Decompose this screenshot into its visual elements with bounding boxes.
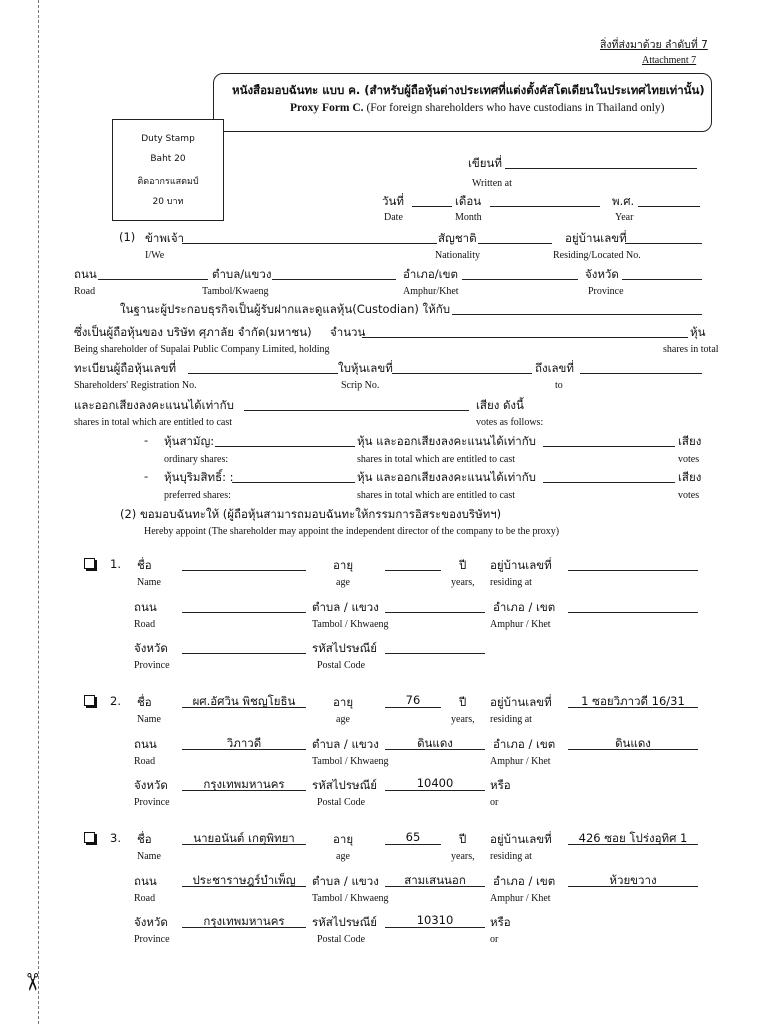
proxy-house-value: 426 ซอย โปร่งอุทิศ 1 bbox=[578, 831, 688, 845]
vote-en: shares in total which are entitled to cast bbox=[74, 417, 233, 428]
pref-mid-en: shares in total which are entitled to cast bbox=[357, 490, 516, 501]
province-label-th: จังหวัด bbox=[134, 915, 168, 929]
residing-field[interactable] bbox=[625, 243, 702, 244]
title-en-bold: Proxy Form C. bbox=[290, 102, 364, 114]
proxy-postal-value: 10310 bbox=[416, 913, 454, 927]
age-label-th: อายุ bbox=[333, 832, 354, 846]
proxy-2-checkbox[interactable] bbox=[84, 695, 95, 706]
or-label-en: or bbox=[490, 934, 499, 945]
tambol-th: ตำบล/แขวง bbox=[212, 267, 272, 281]
age-label-en: age bbox=[336, 851, 350, 862]
province-label-en: Province bbox=[134, 797, 170, 808]
amphur-th: อำเภอ/เขต bbox=[403, 267, 458, 281]
attachment-th: สิ่งที่ส่งมาด้วย ลำดับที่ 7 bbox=[600, 39, 708, 51]
custodian-field[interactable] bbox=[452, 314, 702, 315]
amphur-en: Amphur/Khet bbox=[403, 286, 459, 297]
ord-votes-field[interactable] bbox=[543, 446, 675, 447]
vote-field[interactable] bbox=[244, 410, 469, 411]
age-label-en: age bbox=[336, 714, 350, 725]
name-label-th: ชื่อ bbox=[137, 695, 152, 709]
years-label-en: years, bbox=[451, 577, 475, 588]
attachment-en: Attachment 7 bbox=[642, 55, 697, 66]
written-at-th: เขียนที่ bbox=[468, 156, 502, 170]
ord-th: หุ้นสามัญ: bbox=[164, 434, 215, 448]
proxy-road-value: ประชาราษฎร์บำเพ็ญ bbox=[192, 873, 296, 887]
proxy-province-value: กรุงเทพมหานคร bbox=[203, 914, 285, 928]
road-label-en: Road bbox=[134, 756, 156, 767]
pref-th: หุ้นบุริมสิทธิ์: : bbox=[164, 470, 234, 484]
month-en: Month bbox=[455, 212, 482, 223]
province-label-th: จังหวัด bbox=[134, 641, 168, 655]
years-label-en: years, bbox=[451, 714, 475, 725]
title-en bbox=[290, 102, 665, 114]
nationality-field[interactable] bbox=[478, 243, 552, 244]
road-en: Road bbox=[74, 286, 96, 297]
proxy-number: 3. bbox=[110, 831, 121, 845]
tambol-label-th: ตำบล / แขวง bbox=[312, 600, 379, 614]
pref-votes-field[interactable] bbox=[543, 482, 675, 483]
postal-label-th: รหัสไปรษณีย์ bbox=[312, 915, 378, 929]
scrip-en: Scrip No. bbox=[341, 380, 380, 391]
province-label-th: จังหวัด bbox=[134, 778, 168, 792]
iwe-field[interactable] bbox=[182, 243, 437, 244]
proxy-name-field[interactable] bbox=[182, 570, 306, 571]
scrip-field[interactable] bbox=[392, 373, 532, 374]
scissors-icon: ✂ bbox=[18, 971, 47, 993]
proxy-name-value: ผศ.อัศวิน พิชญโยธิน bbox=[192, 694, 296, 708]
postal-label-en: Postal Code bbox=[317, 797, 366, 808]
proxy-age-value: 65 bbox=[405, 830, 421, 844]
tambol-label-en: Tambol / Khwaeng bbox=[312, 756, 389, 767]
res-label-th: อยู่บ้านเลขที่ bbox=[490, 558, 552, 572]
vote-end-th: เสียง ดังนี้ bbox=[476, 398, 524, 412]
residing-en: Residing/Located No. bbox=[553, 250, 641, 261]
road-th: ถนน bbox=[74, 267, 97, 281]
written-at-en: Written at bbox=[472, 178, 512, 189]
name-label-en: Name bbox=[137, 851, 161, 862]
years-label-th: ปี bbox=[459, 558, 467, 572]
registration-en: Shareholders' Registration No. bbox=[74, 380, 197, 391]
custodian-th: ในฐานะผู้ประกอบธุรกิจเป็นผู้รับฝากและดูแลหุ้น(Custodian) ให้กับ bbox=[120, 302, 451, 316]
road-label-en: Road bbox=[134, 893, 156, 904]
name-label-th: ชื่อ bbox=[137, 558, 152, 572]
ord-en: ordinary shares: bbox=[164, 454, 229, 465]
s1-num: (1) bbox=[119, 230, 136, 244]
cut-line bbox=[38, 0, 39, 1024]
residing-th: อยู่บ้านเลขที่ bbox=[565, 231, 627, 245]
or-label-en: or bbox=[490, 797, 499, 808]
ord-siang-th: เสียง bbox=[678, 434, 702, 448]
proxy-road-value: วิภาวดี bbox=[226, 736, 262, 750]
pref-shares-field[interactable] bbox=[232, 482, 355, 483]
postal-label-th: รหัสไปรษณีย์ bbox=[312, 778, 378, 792]
amphur-field[interactable] bbox=[462, 279, 578, 280]
proxy-amphur-value: ห้วยขวาง bbox=[609, 873, 657, 887]
pref-siang-th: เสียง bbox=[678, 470, 702, 484]
age-label-en: age bbox=[336, 577, 350, 588]
title-en-rest: (For foreign shareholders who have custodians in Thailand only) bbox=[363, 102, 665, 114]
road-label-th: ถนน bbox=[134, 600, 157, 614]
proxy-postal-value: 10400 bbox=[416, 776, 454, 790]
ord-mid-en: shares in total which are entitled to cast bbox=[357, 454, 516, 465]
postal-label-th: รหัสไปรษณีย์ bbox=[312, 641, 378, 655]
title-th: หนังสือมอบฉันทะ แบบ ค. (สำหรับผู้ถือหุ้นต่างประเทศที่แต่งตั้งคัสโตเดียนในประเทศไทยเท่านั้น) bbox=[232, 83, 705, 97]
proxy-amphur-field[interactable] bbox=[568, 612, 698, 613]
s2-en: Hereby appoint (The shareholder may appoint the independent director of the company to be the proxy) bbox=[144, 526, 560, 537]
age-label-th: อายุ bbox=[333, 695, 354, 709]
proxy-house-field[interactable] bbox=[568, 570, 698, 571]
name-label-th: ชื่อ bbox=[137, 832, 152, 846]
age-label-th: อายุ bbox=[333, 558, 354, 572]
res-label-en: residing at bbox=[490, 851, 532, 862]
stamp-line-4: 20 บาท bbox=[152, 197, 184, 207]
proxy-age-value: 76 bbox=[405, 693, 421, 707]
proxy-number: 1. bbox=[110, 557, 121, 571]
postal-label-en: Postal Code bbox=[317, 934, 366, 945]
hun-th: หุ้น bbox=[690, 325, 706, 339]
res-label-th: อยู่บ้านเลขที่ bbox=[490, 695, 552, 709]
province-label-en: Province bbox=[134, 660, 170, 671]
year-en: Year bbox=[615, 212, 634, 223]
date-th: วันที่ bbox=[382, 194, 404, 208]
res-label-en: residing at bbox=[490, 714, 532, 725]
proxy-tambol-field[interactable] bbox=[385, 612, 485, 613]
tambol-field[interactable] bbox=[272, 279, 396, 280]
iwe-en: I/We bbox=[145, 250, 165, 261]
holder-en: Being shareholder of Supalai Public Company Limited, holding bbox=[74, 344, 330, 355]
proxy-1-checkbox[interactable] bbox=[84, 558, 95, 569]
res-label-en: residing at bbox=[490, 577, 532, 588]
vote-th: และออกเสียงลงคะแนนได้เท่ากับ bbox=[74, 398, 234, 412]
province-th: จังหวัด bbox=[585, 267, 619, 281]
date-field[interactable] bbox=[412, 206, 452, 207]
iwe-th: ข้าพเจ้า bbox=[145, 231, 185, 245]
stamp-line-3: ติดอากรแสตมป์ bbox=[137, 177, 199, 187]
month-field[interactable] bbox=[490, 206, 600, 207]
tambol-label-en: Tambol / Khwaeng bbox=[312, 619, 389, 630]
year-th: พ.ศ. bbox=[612, 194, 635, 208]
ord-mid-th: หุ้น และออกเสียงลงคะแนนได้เท่ากับ bbox=[357, 434, 536, 448]
tambol-label-th: ตำบล / แขวง bbox=[312, 874, 379, 888]
province-field[interactable] bbox=[622, 279, 702, 280]
proxy-tambol-value: สามเสนนอก bbox=[404, 873, 466, 887]
years-label-en: years, bbox=[451, 851, 475, 862]
amphur-label-en: Amphur / Khet bbox=[490, 756, 551, 767]
written-at-field[interactable] bbox=[505, 168, 697, 169]
shares-field[interactable] bbox=[362, 337, 688, 338]
month-th: เดือน bbox=[455, 194, 482, 208]
road-label-th: ถนน bbox=[134, 874, 157, 888]
road-label-th: ถนน bbox=[134, 737, 157, 751]
registration-th: ทะเบียนผู้ถือหุ้นเลขที่ bbox=[74, 361, 177, 375]
years-label-th: ปี bbox=[459, 832, 467, 846]
nationality-en: Nationality bbox=[435, 250, 480, 261]
amphur-label-th: อำเภอ / เขต bbox=[493, 874, 556, 888]
proxy-number: 2. bbox=[110, 694, 121, 708]
years-label-th: ปี bbox=[459, 695, 467, 709]
proxy-age-field[interactable] bbox=[385, 844, 441, 845]
province-en: Province bbox=[588, 286, 624, 297]
tambol-label-th: ตำบล / แขวง bbox=[312, 737, 379, 751]
amount-th: จำนวน bbox=[330, 325, 366, 339]
road-label-en: Road bbox=[134, 619, 156, 630]
ord-shares-field[interactable] bbox=[215, 446, 355, 447]
stamp-line-2: Baht 20 bbox=[150, 154, 186, 164]
stamp-line-1: Duty Stamp bbox=[141, 134, 195, 144]
to-field[interactable] bbox=[580, 373, 702, 374]
proxy-province-value: กรุงเทพมหานคร bbox=[203, 777, 285, 791]
or-label-th: หรือ bbox=[490, 915, 511, 929]
postal-label-en: Postal Code bbox=[317, 660, 366, 671]
proxy-road-field[interactable] bbox=[182, 612, 306, 613]
proxy-house-value: 1 ซอยวิภาวดี 16/31 bbox=[581, 694, 685, 708]
res-label-th: อยู่บ้านเลขที่ bbox=[490, 832, 552, 846]
proxy-3-checkbox[interactable] bbox=[84, 832, 95, 843]
proxy-age-field[interactable] bbox=[385, 707, 441, 708]
proxy-postal-field[interactable] bbox=[385, 790, 485, 791]
proxy-province-field[interactable] bbox=[182, 653, 306, 654]
name-label-en: Name bbox=[137, 714, 161, 725]
total-en: shares in total bbox=[663, 344, 719, 355]
nationality-th: สัญชาติ bbox=[438, 231, 477, 245]
s2-th: (2) ขอมอบฉันทะให้ (ผู้ถือหุ้นสามารถมอบฉันทะให้กรรมการอิสระของบริษัทฯ) bbox=[120, 507, 502, 521]
pref-mid-th: หุ้น และออกเสียงลงคะแนนได้เท่ากับ bbox=[357, 470, 536, 484]
proxy-name-value: นายอนันต์ เกตุพิทยา bbox=[193, 831, 295, 845]
tambol-label-en: Tambol / Khwaeng bbox=[312, 893, 389, 904]
tambol-en: Tambol/Kwaeng bbox=[202, 286, 269, 297]
proxy-age-field[interactable] bbox=[385, 570, 441, 571]
year-field[interactable] bbox=[638, 206, 700, 207]
or-label-th: หรือ bbox=[490, 778, 511, 792]
name-label-en: Name bbox=[137, 577, 161, 588]
ord-votes-en: votes bbox=[678, 454, 700, 465]
duty-stamp-box bbox=[112, 119, 224, 221]
amphur-label-th: อำเภอ / เขต bbox=[493, 737, 556, 751]
pref-votes-en: votes bbox=[678, 490, 700, 501]
proxy-postal-field[interactable] bbox=[385, 653, 485, 654]
to-en: to bbox=[555, 380, 563, 391]
pref-bullet: - bbox=[144, 469, 149, 483]
amphur-label-th: อำเภอ / เขต bbox=[493, 600, 556, 614]
registration-field[interactable] bbox=[188, 373, 338, 374]
ord-bullet: - bbox=[144, 433, 149, 447]
proxy-amphur-value: ดินแดง bbox=[615, 736, 651, 750]
road-field[interactable] bbox=[98, 279, 208, 280]
proxy-postal-field[interactable] bbox=[385, 927, 485, 928]
votes-follow-en: votes as follows: bbox=[476, 417, 544, 428]
amphur-label-en: Amphur / Khet bbox=[490, 893, 551, 904]
province-label-en: Province bbox=[134, 934, 170, 945]
scrip-th: ใบหุ้นเลขที่ bbox=[338, 361, 393, 375]
pref-en: preferred shares: bbox=[164, 490, 231, 501]
to-th: ถึงเลขที่ bbox=[535, 361, 574, 375]
amphur-label-en: Amphur / Khet bbox=[490, 619, 551, 630]
date-en: Date bbox=[384, 212, 403, 223]
proxy-tambol-value: ดินแดง bbox=[417, 736, 453, 750]
holder-th: ซึ่งเป็นผู้ถือหุ้นของ บริษัท ศุภาลัย จำกัด(มหาชน) bbox=[74, 325, 312, 339]
